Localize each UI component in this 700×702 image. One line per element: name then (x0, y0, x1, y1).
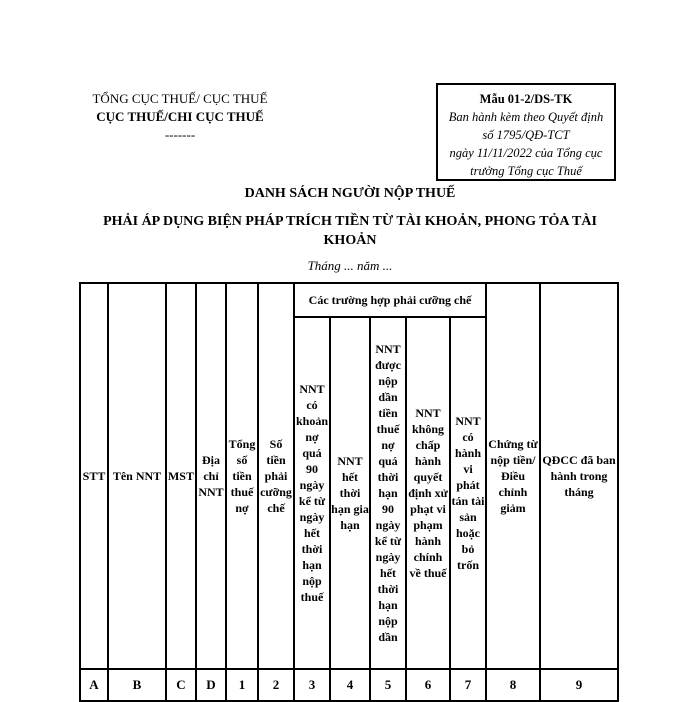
col-header-dia-chi: Địa chỉ NNT (196, 283, 226, 669)
form-issued-line-2: số 1795/QĐ-TCT (482, 128, 570, 142)
table-header-row (80, 283, 618, 317)
index-cell: C (166, 669, 196, 701)
document-subtitle: PHẢI ÁP DỤNG BIỆN PHÁP TRÍCH TIỀN TỪ TÀI KHOẢN, PHONG TỎA TÀI KHOẢN (103, 214, 597, 248)
form-code: Mẫu 01-2/DS-TK (479, 92, 573, 106)
form-code-box (436, 83, 616, 181)
col-header-case-overdue-90: NNT có khoản nợ quá 90 ngày kể từ ngày hết thời hạn nộp thuế (294, 317, 330, 669)
group-header-cases: Các trường hợp phải cưỡng chế (294, 283, 486, 317)
index-cell: 9 (540, 669, 618, 701)
col-header-tong-so-tien: Tổng số tiền thuế nợ (226, 283, 258, 669)
index-cell: 5 (370, 669, 406, 701)
reporting-period: Tháng ... năm ... (307, 258, 393, 273)
col-header-case-asset-dispersal: NNT có hành vi phát tán tài sản hoặc bỏ trốn (450, 317, 486, 669)
agency-separator: ------- (164, 127, 196, 142)
index-cell: 3 (294, 669, 330, 701)
index-cell: D (196, 669, 226, 701)
form-issued-line-3: ngày 11/11/2022 của Tổng cục (449, 146, 603, 160)
index-cell: 6 (406, 669, 450, 701)
agency-line-2: CỤC THUẾ/CHI CỤC THUẾ (96, 109, 264, 124)
index-cell: 2 (258, 669, 294, 701)
index-cell: A (80, 669, 108, 701)
agency-block (80, 90, 280, 144)
index-cell: 4 (330, 669, 370, 701)
col-header-chung-tu: Chứng từ nộp tiền/Điều chỉnh giảm (486, 283, 540, 669)
col-header-case-installment-overdue: NNT được nộp dần tiền thuế nợ quá thời hạn 90 ngày kể từ ngày hết thời hạn nộp dần (370, 317, 406, 669)
agency-line-1: TỔNG CỤC THUẾ/ CỤC THUẾ (92, 91, 268, 106)
col-header-ten-nnt: Tên NNT (108, 283, 166, 669)
col-header-stt: STT (80, 283, 108, 669)
col-header-case-extension-expired: NNT hết thời hạn gia hạn (330, 317, 370, 669)
col-header-qdcc: QĐCC đã ban hành trong tháng (540, 283, 618, 669)
col-header-mst: MST (166, 283, 196, 669)
table-index-row (80, 669, 618, 701)
index-cell: 1 (226, 669, 258, 701)
index-cell: 7 (450, 669, 486, 701)
form-issued-line-1: Ban hành kèm theo Quyết định (448, 110, 604, 124)
index-cell: 8 (486, 669, 540, 701)
index-cell: B (108, 669, 166, 701)
col-header-case-noncompliance: NNT không chấp hành quyết định xử phạt vi phạm hành chính về thuế (406, 317, 450, 669)
form-issued-line-4: trưởng Tổng cục Thuế (470, 164, 582, 178)
document-title: DANH SÁCH NGƯỜI NỘP THUẾ (244, 186, 456, 201)
col-header-so-tien-cuong-che: Số tiền phải cưỡng chế (258, 283, 294, 669)
taxpayer-list-table (79, 282, 619, 702)
